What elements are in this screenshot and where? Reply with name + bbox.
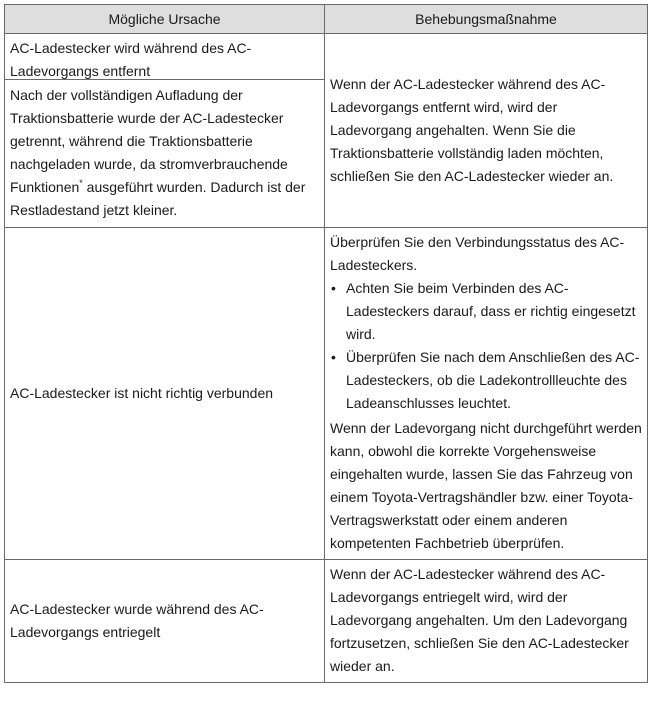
cause-cell-row2: AC-Ladestecker ist nicht richtig verbunden xyxy=(5,228,325,560)
remedy-cell-row2 xyxy=(325,228,648,560)
cause-row1a: AC-Ladestecker wird während des AC-Ladevorgangs entfernt xyxy=(5,34,324,80)
remedy-row2-outro: Wenn der Ladevorgang nicht durchgeführt werden kann, obwohl die korrekte Vorgehensweise eingehalten wurde, lassen Sie das Fahrzeug von einem Toyota-Vertragshändler bzw. einer Toyota-Vertragswerkstatt oder einem anderen kompetenten Fachbetrieb überprüfen. xyxy=(330,420,642,551)
remedy-row2-bullets xyxy=(330,277,642,415)
list-item: • Überprüfen Sie nach dem Anschließen des AC-Ladesteckers, ob die Ladekontrollleuchte des Ladeanschlusses leuchtet. xyxy=(330,346,642,415)
table-row xyxy=(5,560,648,683)
cause-cell-row1 xyxy=(5,34,325,228)
cause-row1b-end: ausgeführt wurden. Dadurch ist der Restladestand jetzt kleiner. xyxy=(10,179,306,218)
remedy-cell-row1: Wenn der AC-Ladestecker während des AC-Ladevorgangs entfernt wird, wird der Ladevorgang angehalten. Wenn Sie die Traktionsbatterie vollständig laden möchten, schließen Sie den AC-Ladestecker wieder an. xyxy=(325,34,648,228)
table-row xyxy=(5,34,648,228)
cause-cell-row3: AC-Ladestecker wurde während des AC-Ladevorgangs entriegelt xyxy=(5,560,325,683)
footnote-marker: * xyxy=(79,178,83,188)
cause-row1b xyxy=(5,80,324,227)
header-cause: Mögliche Ursache xyxy=(5,5,325,34)
troubleshooting-table xyxy=(4,4,648,683)
list-item: • Achten Sie beim Verbinden des AC-Ladesteckers darauf, dass er richtig eingesetzt wird. xyxy=(330,277,642,346)
header-row xyxy=(5,5,648,34)
remedy-cell-row3: Wenn der AC-Ladestecker während des AC-Ladevorgangs entriegelt wird, wird der Ladevorgang angehalten. Um den Ladevorgang fortzusetzen, schließen Sie den AC-Ladestecker wieder an. xyxy=(325,560,648,683)
header-remedy: Behebungsmaßnahme xyxy=(325,5,648,34)
remedy-row2-intro: Überprüfen Sie den Verbindungsstatus des AC-Ladesteckers. xyxy=(330,234,625,273)
cause-row1b-main: Nach der vollständigen Aufladung der Traktionsbatterie wurde der AC-Ladestecker getrennt, während die Traktionsbatterie nachgeladen wurde, da stromverbrauchende Funktionen xyxy=(10,87,288,195)
table-row xyxy=(5,228,648,560)
